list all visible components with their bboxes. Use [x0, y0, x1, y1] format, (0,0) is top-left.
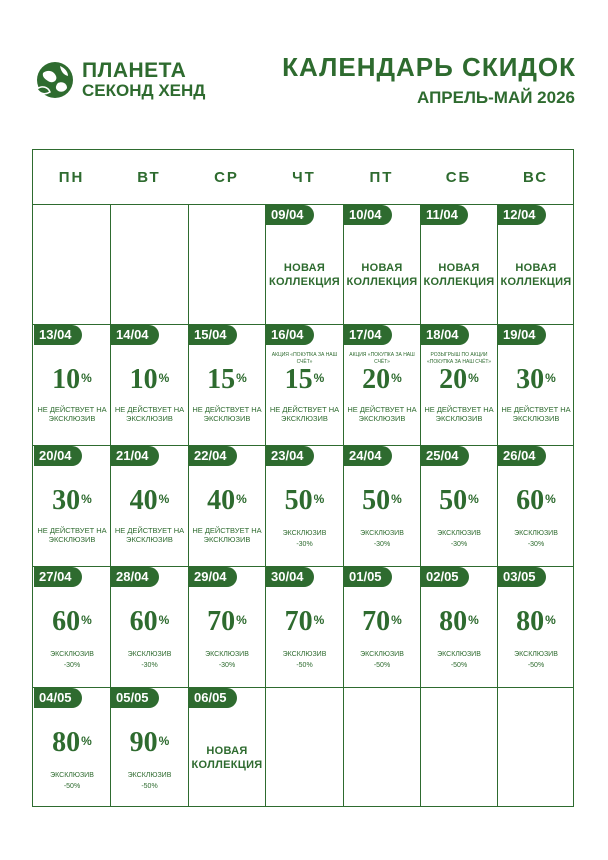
weekday-header: ЧТ	[292, 168, 316, 186]
day-cell	[266, 205, 343, 324]
day-cell	[111, 325, 188, 445]
brand-subname: СЕКОНД ХЕНД	[82, 81, 206, 100]
date-badge: 29/04	[189, 567, 237, 587]
weekday-header: СР	[214, 168, 239, 186]
exclusive-discount	[344, 649, 420, 671]
date-badge: 17/04	[344, 325, 392, 345]
exclusion-note: НЕ ДЕЙСТВУЕТ НА ЭКСКЛЮЗИВ	[347, 405, 417, 423]
day-cell	[421, 446, 497, 566]
exclusive-label: ЭКСКЛЮЗИВ	[437, 530, 481, 537]
date-badge: 16/04	[266, 325, 314, 345]
exclusion-note: НЕ ДЕЙСТВУЕТ НА ЭКСКЛЮЗИВ	[269, 405, 340, 423]
percent-sign: %	[81, 613, 92, 627]
day-cell	[498, 567, 574, 687]
day-cell	[344, 446, 420, 566]
exclusive-discount	[421, 649, 497, 671]
discount-value: 60	[129, 606, 158, 637]
percent-sign: %	[158, 734, 170, 748]
exclusive-value: -50%	[296, 662, 313, 669]
exclusion-note: НЕ ДЕЙСТВУЕТ НА ЭКСКЛЮЗИВ	[114, 405, 185, 423]
percent-sign: %	[313, 492, 325, 506]
date-badge: 22/04	[189, 446, 237, 466]
date-badge: 19/04	[498, 325, 546, 345]
exclusive-value: -50%	[527, 662, 545, 669]
percent-sign: %	[313, 371, 325, 385]
day-cell	[111, 446, 188, 566]
new-collection-label: НОВАЯ КОЛЛЕКЦИЯ	[191, 745, 263, 771]
percent-sign: %	[391, 613, 402, 627]
discount-calendar	[32, 149, 574, 807]
percent-sign: %	[236, 613, 247, 627]
percent-sign: %	[468, 492, 479, 506]
exclusive-label: ЭКСКЛЮЗИВ	[360, 530, 404, 537]
discount-percent	[111, 607, 188, 637]
discount-value: 80	[52, 727, 81, 758]
date-badge: 12/04	[498, 205, 546, 225]
exclusion-note: НЕ ДЕЙСТВУЕТ НА ЭКСКЛЮЗИВ	[192, 526, 262, 544]
discount-value: 15	[207, 364, 236, 395]
discount-percent	[34, 607, 110, 637]
promo-text: АКЦИЯ «ПОКУПКА ЗА НАШ СЧЁТ»	[349, 352, 415, 365]
day-cell	[189, 446, 265, 566]
exclusive-label: ЭКСКЛЮЗИВ	[437, 651, 481, 658]
discount-percent	[34, 728, 110, 758]
discount-value: 80	[516, 606, 545, 637]
percent-sign: %	[236, 492, 247, 506]
weekday-header: СБ	[445, 168, 472, 186]
new-collection-label: НОВАЯ КОЛЛЕКЦИЯ	[500, 262, 572, 288]
percent-sign: %	[545, 492, 556, 506]
day-cell	[498, 205, 574, 324]
discount-value: 50	[284, 485, 313, 516]
day-cell	[34, 325, 110, 445]
exclusive-value: -30%	[218, 662, 236, 669]
discount-value: 70	[284, 606, 313, 637]
discount-percent	[111, 486, 188, 516]
exclusion-note: НЕ ДЕЙСТВУЕТ НА ЭКСКЛЮЗИВ	[37, 526, 107, 544]
date-badge: 11/04	[421, 205, 468, 225]
exclusive-label: ЭКСКЛЮЗИВ	[282, 651, 327, 658]
exclusive-value: -50%	[373, 662, 391, 669]
exclusive-label: ЭКСКЛЮЗИВ	[127, 651, 172, 658]
percent-sign: %	[81, 492, 92, 506]
date-badge: 03/05	[498, 567, 546, 587]
page-subtitle: АПРЕЛЬ-МАЙ 2026	[417, 88, 575, 107]
exclusive-value: -30%	[63, 662, 81, 669]
exclusive-value: -30%	[527, 541, 545, 548]
globe-leaf-icon	[34, 59, 76, 101]
discount-value: 30	[516, 364, 545, 395]
day-cell	[34, 446, 110, 566]
date-badge: 18/04	[421, 325, 469, 345]
discount-percent	[111, 728, 188, 758]
percent-sign: %	[81, 734, 92, 748]
day-cell	[266, 325, 343, 445]
brand-name: ПЛАНЕТА	[82, 59, 187, 82]
date-badge: 09/04	[266, 205, 314, 225]
date-badge: 27/04	[34, 567, 82, 587]
exclusive-discount	[189, 649, 265, 671]
discount-percent	[421, 365, 497, 395]
new-collection-label: НОВАЯ КОЛЛЕКЦИЯ	[423, 262, 495, 288]
day-cell	[344, 325, 420, 445]
day-cell	[189, 325, 265, 445]
percent-sign: %	[158, 613, 170, 627]
exclusive-value: -30%	[296, 541, 313, 548]
date-badge: 21/04	[111, 446, 159, 466]
promo-text: РОЗЫГРЫШ ПО АКЦИИ «ПОКУПКА ЗА НАШ СЧЁТ»	[426, 352, 492, 365]
day-cell	[421, 325, 497, 445]
date-badge: 28/04	[111, 567, 159, 587]
discount-value: 20	[439, 364, 468, 395]
discount-value: 40	[129, 485, 158, 516]
percent-sign: %	[391, 492, 402, 506]
exclusive-label: ЭКСКЛЮЗИВ	[514, 651, 558, 658]
discount-value: 60	[516, 485, 545, 516]
exclusive-discount	[34, 770, 110, 792]
exclusive-value: -50%	[450, 662, 468, 669]
date-badge: 15/04	[189, 325, 237, 345]
exclusive-discount	[498, 649, 574, 671]
discount-percent	[344, 365, 420, 395]
discount-value: 80	[439, 606, 468, 637]
exclusive-discount	[421, 528, 497, 550]
discount-percent	[344, 486, 420, 516]
discount-value: 60	[52, 606, 81, 637]
exclusion-note: НЕ ДЕЙСТВУЕТ НА ЭКСКЛЮЗИВ	[501, 405, 571, 423]
percent-sign: %	[545, 371, 556, 385]
discount-value: 70	[362, 606, 391, 637]
percent-sign: %	[158, 492, 170, 506]
day-cell	[34, 688, 110, 807]
date-badge: 24/04	[344, 446, 392, 466]
discount-value: 90	[129, 727, 158, 758]
date-badge: 14/04	[111, 325, 159, 345]
day-cell	[189, 688, 265, 807]
percent-sign: %	[545, 613, 556, 627]
exclusive-discount	[498, 528, 574, 550]
exclusive-label: ЭКСКЛЮЗИВ	[205, 651, 249, 658]
discount-percent	[266, 365, 343, 395]
promo-text: АКЦИЯ «ПОКУПКА ЗА НАШ СЧЁТ»	[271, 352, 338, 365]
discount-percent	[266, 607, 343, 637]
discount-percent	[34, 486, 110, 516]
day-cell	[111, 567, 188, 687]
exclusive-value: -30%	[450, 541, 468, 548]
weekday-header: ВС	[522, 168, 549, 186]
discount-percent	[498, 607, 574, 637]
day-cell	[34, 567, 110, 687]
exclusive-discount	[266, 649, 343, 671]
date-badge: 04/05	[34, 688, 82, 708]
exclusive-label: ЭКСКЛЮЗИВ	[360, 651, 404, 658]
discount-percent	[498, 365, 574, 395]
day-cell	[498, 446, 574, 566]
discount-percent	[34, 365, 110, 395]
page-title: КАЛЕНДАРЬ СКИДОК	[282, 52, 576, 82]
discount-percent	[189, 486, 265, 516]
exclusion-note: НЕ ДЕЙСТВУЕТ НА ЭКСКЛЮЗИВ	[37, 405, 107, 423]
discount-percent	[266, 486, 343, 516]
exclusive-label: ЭКСКЛЮЗИВ	[282, 530, 327, 537]
exclusion-note: НЕ ДЕЙСТВУЕТ НА ЭКСКЛЮЗИВ	[424, 405, 494, 423]
weekday-header: ПН	[58, 168, 85, 186]
day-cell	[189, 567, 265, 687]
discount-percent	[344, 607, 420, 637]
exclusive-value: -30%	[141, 662, 158, 669]
discount-percent	[421, 607, 497, 637]
date-badge: 23/04	[266, 446, 314, 466]
discount-value: 50	[362, 485, 391, 516]
exclusion-note: НЕ ДЕЙСТВУЕТ НА ЭКСКЛЮЗИВ	[114, 526, 185, 544]
discount-percent	[189, 607, 265, 637]
discount-percent	[111, 365, 188, 395]
date-badge: 20/04	[34, 446, 82, 466]
exclusive-label: ЭКСКЛЮЗИВ	[127, 772, 172, 779]
exclusive-label: ЭКСКЛЮЗИВ	[50, 772, 94, 779]
percent-sign: %	[391, 371, 402, 385]
day-cell	[344, 205, 420, 324]
day-cell	[266, 567, 343, 687]
day-cell	[421, 567, 497, 687]
exclusive-discount	[344, 528, 420, 550]
discount-value: 50	[439, 485, 468, 516]
percent-sign: %	[236, 371, 247, 385]
discount-value: 20	[362, 364, 391, 395]
date-badge: 26/04	[498, 446, 546, 466]
percent-sign: %	[158, 371, 170, 385]
day-cell	[498, 325, 574, 445]
new-collection-label: НОВАЯ КОЛЛЕКЦИЯ	[346, 262, 418, 288]
date-badge: 13/04	[34, 325, 82, 345]
discount-value: 40	[207, 485, 236, 516]
exclusive-discount	[266, 528, 343, 550]
discount-value: 10	[52, 364, 81, 395]
brand-logo	[34, 59, 204, 103]
weekday-header: ПТ	[369, 168, 394, 186]
discount-value: 30	[52, 485, 81, 516]
discount-value: 15	[284, 364, 313, 395]
percent-sign: %	[468, 371, 479, 385]
discount-percent	[189, 365, 265, 395]
exclusive-label: ЭКСКЛЮЗИВ	[514, 530, 558, 537]
date-badge: 25/04	[421, 446, 469, 466]
discount-value: 70	[207, 606, 236, 637]
date-badge: 05/05	[111, 688, 159, 708]
date-badge: 01/05	[344, 567, 392, 587]
date-badge: 06/05	[189, 688, 237, 708]
date-badge: 10/04	[344, 205, 392, 225]
new-collection-label: НОВАЯ КОЛЛЕКЦИЯ	[268, 262, 341, 288]
day-cell	[111, 688, 188, 807]
day-cell	[421, 205, 497, 324]
discount-percent	[421, 486, 497, 516]
percent-sign: %	[468, 613, 479, 627]
exclusive-discount	[111, 649, 188, 671]
date-badge: 02/05	[421, 567, 469, 587]
exclusive-discount	[34, 649, 110, 671]
percent-sign: %	[313, 613, 325, 627]
exclusive-value: -50%	[63, 783, 81, 790]
discount-value: 10	[129, 364, 158, 395]
exclusion-note: НЕ ДЕЙСТВУЕТ НА ЭКСКЛЮЗИВ	[192, 405, 262, 423]
weekday-header: ВТ	[137, 168, 161, 186]
exclusive-value: -30%	[373, 541, 391, 548]
discount-percent	[498, 486, 574, 516]
day-cell	[344, 567, 420, 687]
exclusive-discount	[111, 770, 188, 792]
exclusive-value: -50%	[141, 783, 158, 790]
percent-sign: %	[81, 371, 92, 385]
exclusive-label: ЭКСКЛЮЗИВ	[50, 651, 94, 658]
date-badge: 30/04	[266, 567, 314, 587]
day-cell	[266, 446, 343, 566]
